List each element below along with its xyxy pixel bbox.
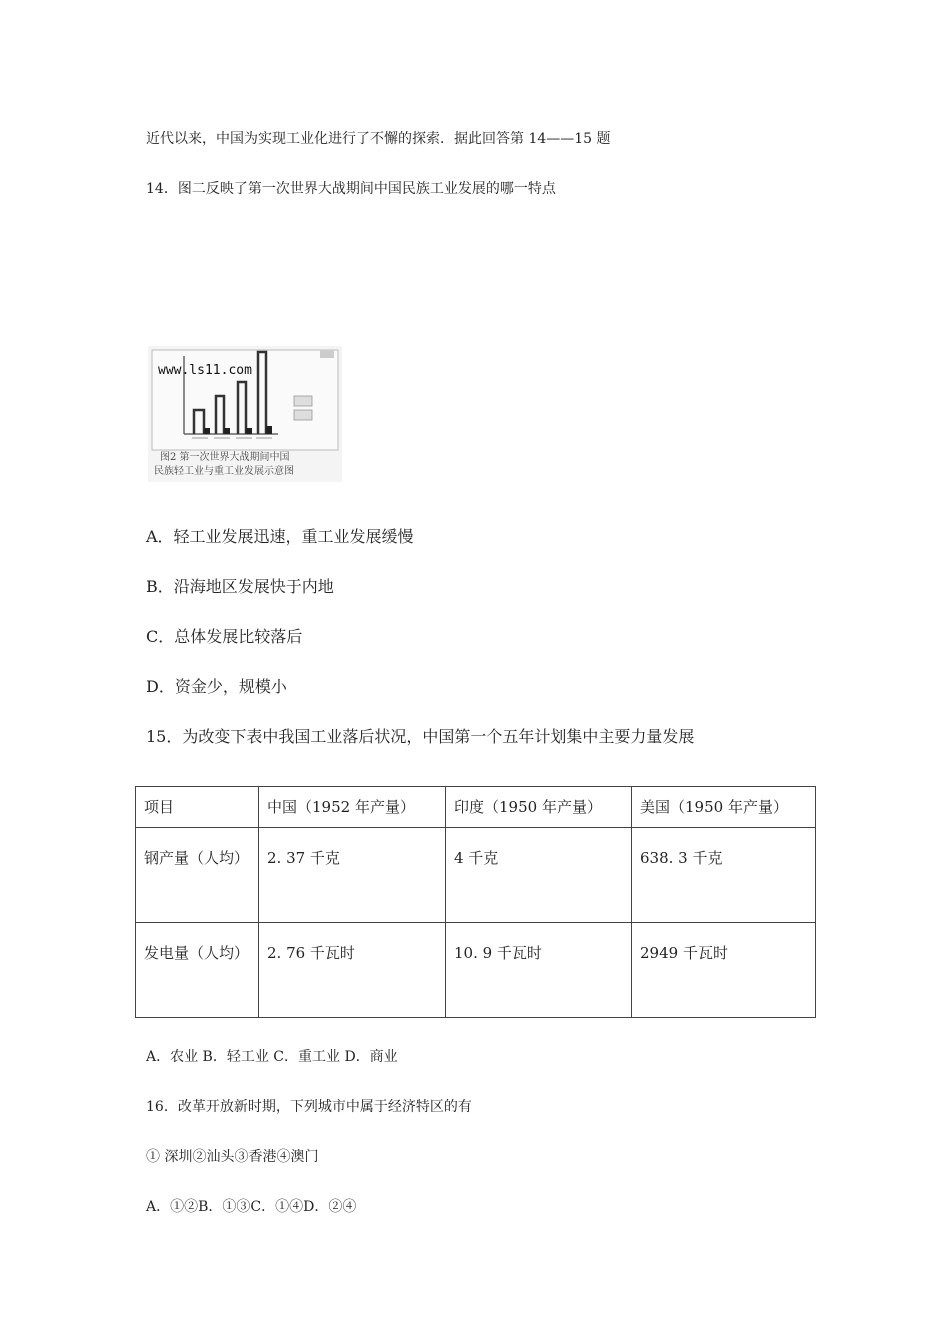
intro-text: 近代以来，中国为实现工业化进行了不懈的探索．据此回答第 14——15 题 [146, 131, 611, 147]
q16-stem: 16．改革开放新时期，下列城市中属于经济特区的有 [146, 1099, 472, 1115]
q14-option-a: A．轻工业发展迅速，重工业发展缓慢 [146, 527, 414, 546]
q14-figure-image [148, 346, 342, 482]
table-cell: 2. 37 千克 [259, 828, 446, 923]
table-cell: 2. 76 千瓦时 [259, 923, 446, 1018]
table-cell: 发电量（人均） [136, 923, 259, 1018]
table-header-cell: 美国（1950 年产量） [632, 787, 816, 828]
table-cell: 2949 千瓦时 [632, 923, 816, 1018]
table-row [136, 828, 816, 923]
table-header-cell: 印度（1950 年产量） [446, 787, 632, 828]
table-row [136, 923, 816, 1018]
table-header-cell: 项目 [136, 787, 259, 828]
figure-watermark: www.ls11.com [158, 363, 252, 378]
q16-items: ① 深圳②汕头③香港④澳门 [146, 1149, 319, 1165]
q15-options: A．农业 B．轻工业 C．重工业 D．商业 [146, 1049, 398, 1065]
q14-option-d: D．资金少，规模小 [146, 677, 287, 696]
q14-figure [148, 346, 342, 482]
table-cell: 钢产量（人均） [136, 828, 259, 923]
figure-caption-line1: 图2 第一次世界大战期间中国 [160, 452, 290, 463]
q15-stem: 15．为改变下表中我国工业落后状况，中国第一个五年计划集中主要力量发展 [146, 727, 695, 746]
figure-caption-line2: 民族轻工业与重工业发展示意图 [154, 466, 294, 477]
q14-option-b: B．沿海地区发展快于内地 [146, 577, 334, 596]
q15-table [135, 786, 816, 1018]
table-header-row [136, 787, 816, 828]
q14-option-c: C．总体发展比较落后 [146, 627, 303, 646]
q14-stem: 14．图二反映了第一次世界大战期间中国民族工业发展的哪一特点 [146, 181, 556, 197]
table-cell: 638. 3 千克 [632, 828, 816, 923]
table-header-cell: 中国（1952 年产量） [259, 787, 446, 828]
q16-options: A．①②B．①③C．①④D．②④ [146, 1199, 357, 1215]
table-cell: 4 千克 [446, 828, 632, 923]
table-cell: 10. 9 千瓦时 [446, 923, 632, 1018]
